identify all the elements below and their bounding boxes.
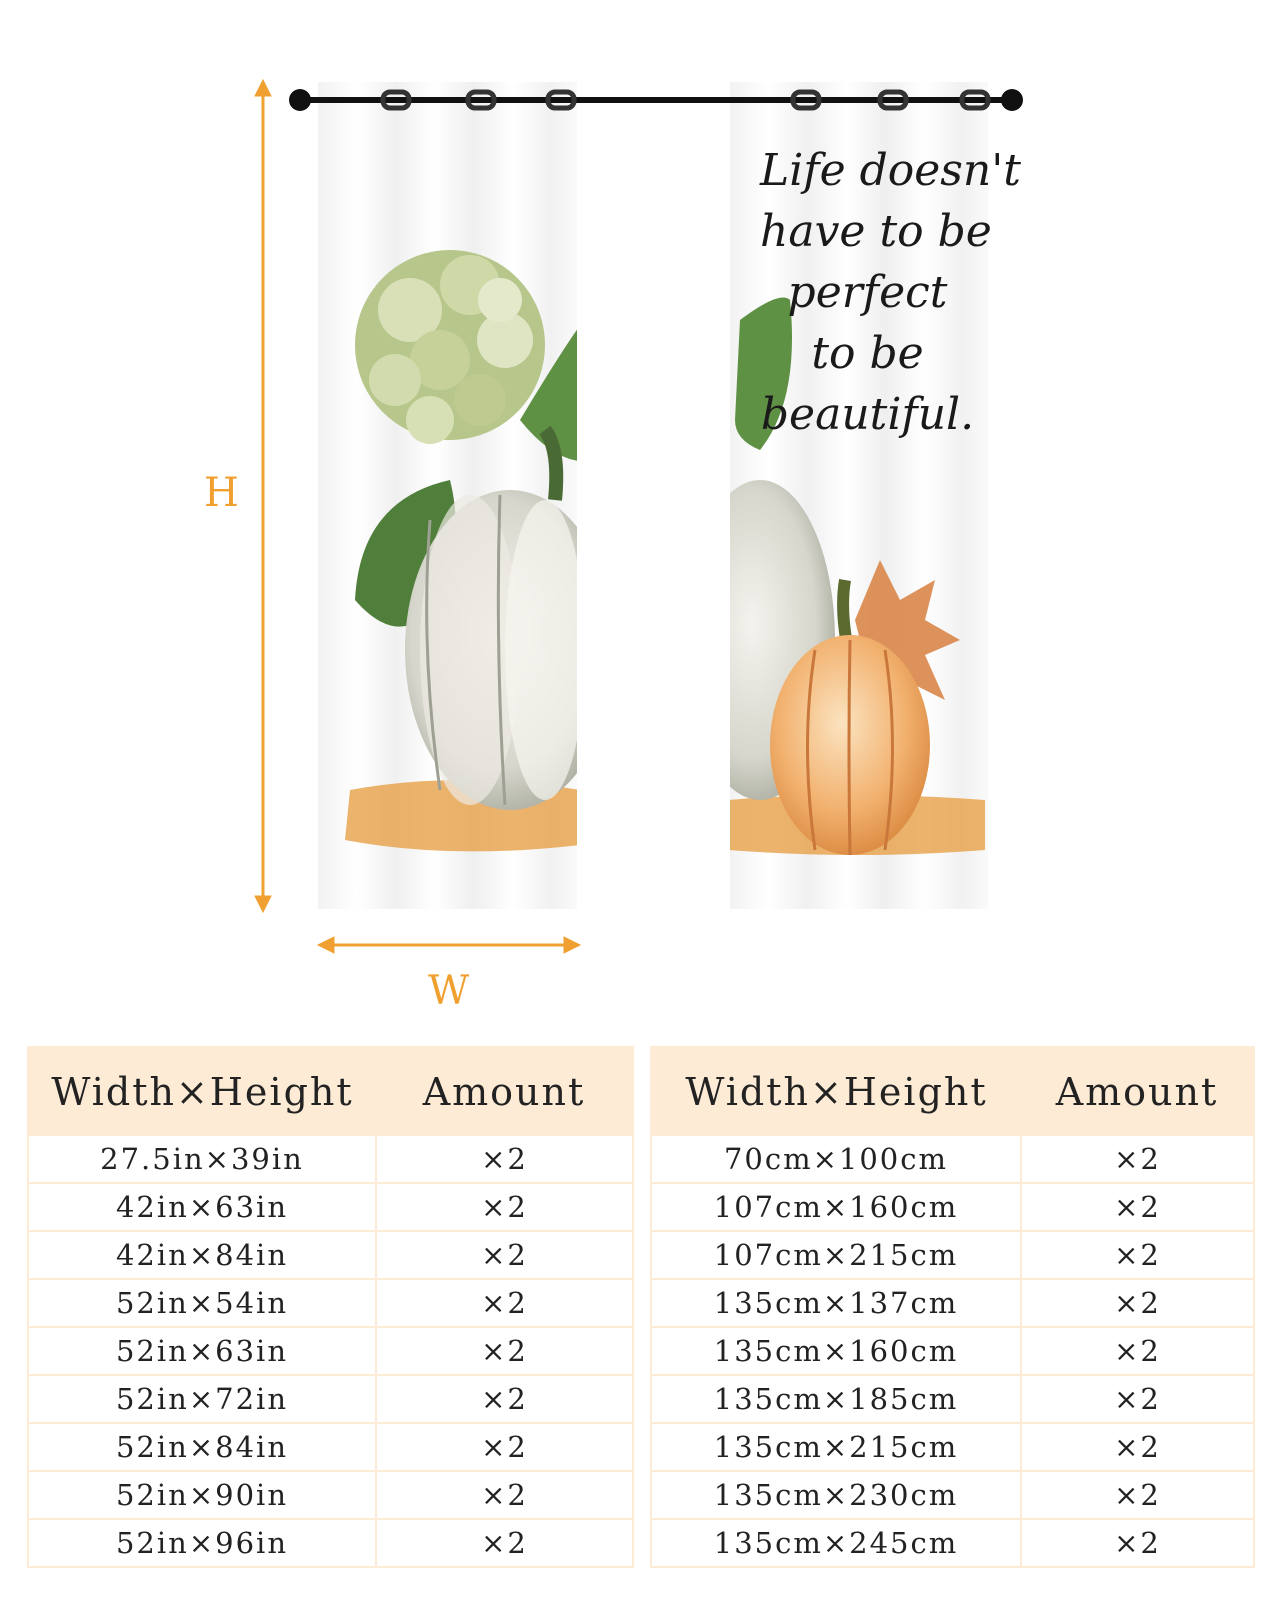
table-row (28, 1279, 633, 1327)
amount-cell: ×2 (376, 1136, 633, 1183)
amount-cell: ×2 (376, 1375, 633, 1423)
amount-cell: ×2 (376, 1471, 633, 1519)
quote-line: perfect (787, 267, 948, 318)
quote-line: Life doesn't (760, 145, 1021, 196)
amount-cell: ×2 (1021, 1375, 1254, 1423)
size-cell: 135cm×245cm (651, 1519, 1021, 1567)
size-cell: 42in×84in (28, 1231, 376, 1279)
white-pumpkin (405, 490, 615, 810)
width-arrow (318, 937, 580, 953)
quote-line: to be (811, 328, 924, 379)
table-row (651, 1327, 1254, 1375)
header-amount: Amount (1021, 1047, 1254, 1136)
table-row (28, 1183, 633, 1231)
size-cell: 52in×84in (28, 1423, 376, 1471)
table-row (28, 1136, 633, 1183)
size-cell: 135cm×137cm (651, 1279, 1021, 1327)
size-cell: 42in×63in (28, 1183, 376, 1231)
quote-line: have to be (760, 206, 992, 257)
size-cell: 52in×72in (28, 1375, 376, 1423)
table-row (28, 1375, 633, 1423)
height-arrow (255, 80, 271, 912)
amount-cell: ×2 (1021, 1279, 1254, 1327)
size-cell: 70cm×100cm (651, 1136, 1021, 1183)
size-cell: 135cm×185cm (651, 1375, 1021, 1423)
size-cell: 52in×54in (28, 1279, 376, 1327)
width-label: W (428, 968, 470, 1014)
height-label: H (204, 470, 239, 516)
header-width-height: Width×Height (28, 1047, 376, 1136)
size-cell: 135cm×230cm (651, 1471, 1021, 1519)
table-row (651, 1519, 1254, 1567)
amount-cell: ×2 (376, 1279, 633, 1327)
left-curtain-panel (318, 82, 615, 909)
table-row (651, 1183, 1254, 1231)
size-cell: 52in×90in (28, 1471, 376, 1519)
amount-cell: ×2 (376, 1231, 633, 1279)
table-row (28, 1471, 633, 1519)
amount-cell: ×2 (1021, 1136, 1254, 1183)
amount-cell: ×2 (376, 1423, 633, 1471)
header-width-height: Width×Height (651, 1047, 1021, 1136)
amount-cell: ×2 (1021, 1183, 1254, 1231)
size-cell: 107cm×160cm (651, 1183, 1021, 1231)
amount-cell: ×2 (1021, 1327, 1254, 1375)
amount-cell: ×2 (1021, 1423, 1254, 1471)
size-cell: 52in×63in (28, 1327, 376, 1375)
table-row (28, 1231, 633, 1279)
table-row (28, 1519, 633, 1567)
quote-line: beautiful. (760, 389, 975, 440)
size-cell: 107cm×215cm (651, 1231, 1021, 1279)
amount-cell: ×2 (376, 1519, 633, 1567)
size-cell: 27.5in×39in (28, 1136, 376, 1183)
table-row (651, 1375, 1254, 1423)
table-row (651, 1136, 1254, 1183)
size-cell: 52in×96in (28, 1519, 376, 1567)
amount-cell: ×2 (376, 1327, 633, 1375)
table-row (28, 1327, 633, 1375)
amount-cell: ×2 (1021, 1519, 1254, 1567)
amount-cell: ×2 (1021, 1471, 1254, 1519)
table-row (28, 1423, 633, 1471)
amount-cell: ×2 (376, 1183, 633, 1231)
table-row (651, 1471, 1254, 1519)
size-table-centimeters (650, 1046, 1255, 1568)
table-row (651, 1423, 1254, 1471)
table-row (651, 1279, 1254, 1327)
amount-cell: ×2 (1021, 1231, 1254, 1279)
curtain-quote (760, 140, 1021, 445)
header-amount: Amount (376, 1047, 633, 1136)
table-row (651, 1231, 1254, 1279)
size-table-inches (27, 1046, 634, 1568)
size-cell: 135cm×215cm (651, 1423, 1021, 1471)
size-cell: 135cm×160cm (651, 1327, 1021, 1375)
